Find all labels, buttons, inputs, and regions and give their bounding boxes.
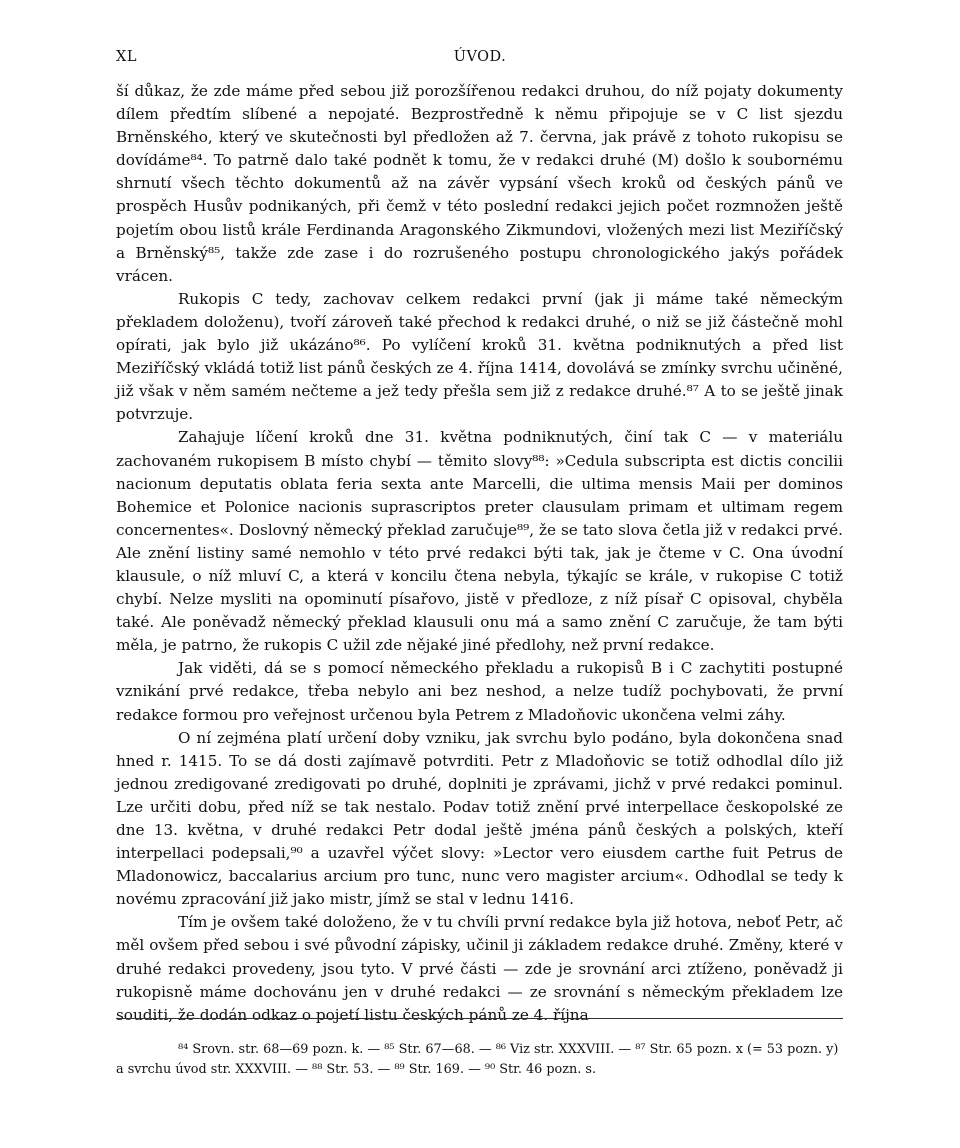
footnotes [116,1040,843,1080]
footnote-line-1: ⁸⁴ Srovn. str. 68—69 pozn. k. — ⁸⁵ Str. 67—68. — ⁸⁶ Viz str. XXXVIII. — ⁸⁷ Str. 65 pozn. x (= 53 pozn. y) [178,1042,839,1057]
paragraph-3: Zahajuje líčení kroků dne 31. května podniknutých, činí tak C — v materiálu zachovaném rukopisem B místo chybí — těmito slovy⁸⁸: »Cedula subscripta est dictis concilii nacionum deputatis oblata feria sexta ante Marcelli, die ultima mensis Maii per dominos Bohemice et Polonice nacionis suprascriptos preter clausulam primam et ultimam regem concernentes«. Doslovný německý překlad zaručuje⁸⁹, že se tato slova četla již v redakci prvé. Ale znění listiny samé nemohlo v této prvé redakci býti tak, jak je čteme v C. Ona úvodní klausule, o níž mluví C, a která v koncilu čtena nebyla, týkajíc se krále, v rukopise C totiž chybí. Nelze mysliti na opominutí písařovo, jistě v předloze, z níž písař C opisoval, chyběla také. Ale poněvadž německý překlad klausuli onu má a samo znění C zaručuje, že tam býti měla, je patrno, že rukopis C užil zde nějaké jiné předlohy, než první redakce. [116,428,843,655]
footnote-line-2: a svrchu úvod str. XXXVIII. — ⁸⁸ Str. 53. — ⁸⁹ Str. 169. — ⁹⁰ Str. 46 pozn. s. [116,1062,597,1077]
page-number: XL [116,49,137,65]
footnote-separator [116,1018,843,1019]
main-text [116,80,843,1027]
paragraph-4: Jak viděti, dá se s pomocí německého překladu a rukopisů B i C zachytiti postupné vznikání prvé redakce, třeba nebylo ani bez neshod, a nelze tudíž pochybovati, že první redakce formou pro veřejnost určenou byla Petrem z Mladoňovic ukončena velmi záhy. [116,659,843,724]
page-header [116,49,844,69]
running-title: ÚVOD. [453,49,507,65]
paragraph-2: Rukopis C tedy, zachovav celkem redakci první (jak ji máme také německým překladem doloženu), tvoří zároveň také přechod k redakci druhé, o niž se již částečně mohl opírati, jak bylo již ukázáno⁸⁶. Po vylíčení kroků 31. května podniknutých a před list Meziříčský vkládá totiž list pánů českých ze 4. října 1414, dovolává se zmínky svrchu učiněné, již však v něm samém nečteme a jež tedy přešla sem již z redakce druhé.⁸⁷ A to se ještě jinak potvrzuje. [116,289,843,424]
paragraph-6: Tím je ovšem také doloženo, že v tu chvíli první redakce byla již hotova, neboť Petr, ač měl ovšem před sebou i své původní zápisky, učinil ji základem redakce druhé. Změny, které v druhé redakci provedeny, jsou tyto. V prvé části — zde je srovnání arci ztíženo, poněvadž ji rukopisně máme dochovánu jen v druhé redakci — ze srovnání s německým překladem lze souditi, že dodán odkaz o pojetí listu českých pánů ze 4. října [116,913,843,1024]
paragraph-5: O ní zejména platí určení doby vzniku, jak svrchu bylo podáno, byla dokončena snad hned r. 1415. To se dá dosti zajímavě potvrditi. Petr z Mladoňovic se totiž odhodlal dílo již jednou zredigované zredigovati po druhé, doplniti je zprávami, jichž v prvé redakci pominul. Lze určiti dobu, před níž se tak nestalo. Podav totiž znění prvé interpellace českopolské ze dne 13. května, v druhé redakci Petr dodal ještě jména pánů českých a polských, kteří interpellaci podepsali,⁹⁰ a uzavřel výčet slovy: »Lector vero eiusdem carthe fuit Petrus de Mladonowicz, baccalarius arcium pro tunc, nunc vero magister arcium«. Odhodlal se tedy k novému zpracování již jako mistr, jímž se stal v lednu 1416. [116,728,843,909]
paragraph-1: ší důkaz, že zde máme před sebou již porozšířenou redakci druhou, do níž pojaty dokumenty dílem předtím slíbené a nepojaté. Bezprostředně k němu připojuje se v C list sjezdu Brněnského, který ve skutečnosti byl předložen až 7. června, jak právě z tohoto rukopisu se dovídáme⁸⁴. To patrně dalo také podnět k tomu, že v redakci druhé (M) došlo k soubornému shrnutí všech těchto dokumentů až na závěr vypsání všech kroků od českých pánů ve prospěch Husův podnikaných, při čemž v této poslední redakci jejich počet rozmnožen ještě pojetím obou listů krále Ferdinanda Aragonského Zikmundovi, vložených mezi list Meziříčský a Brněnský⁸⁵, takže zde zase i do rozrušeného postupu chronologického jakýs pořádek vrácen. [116,82,843,285]
